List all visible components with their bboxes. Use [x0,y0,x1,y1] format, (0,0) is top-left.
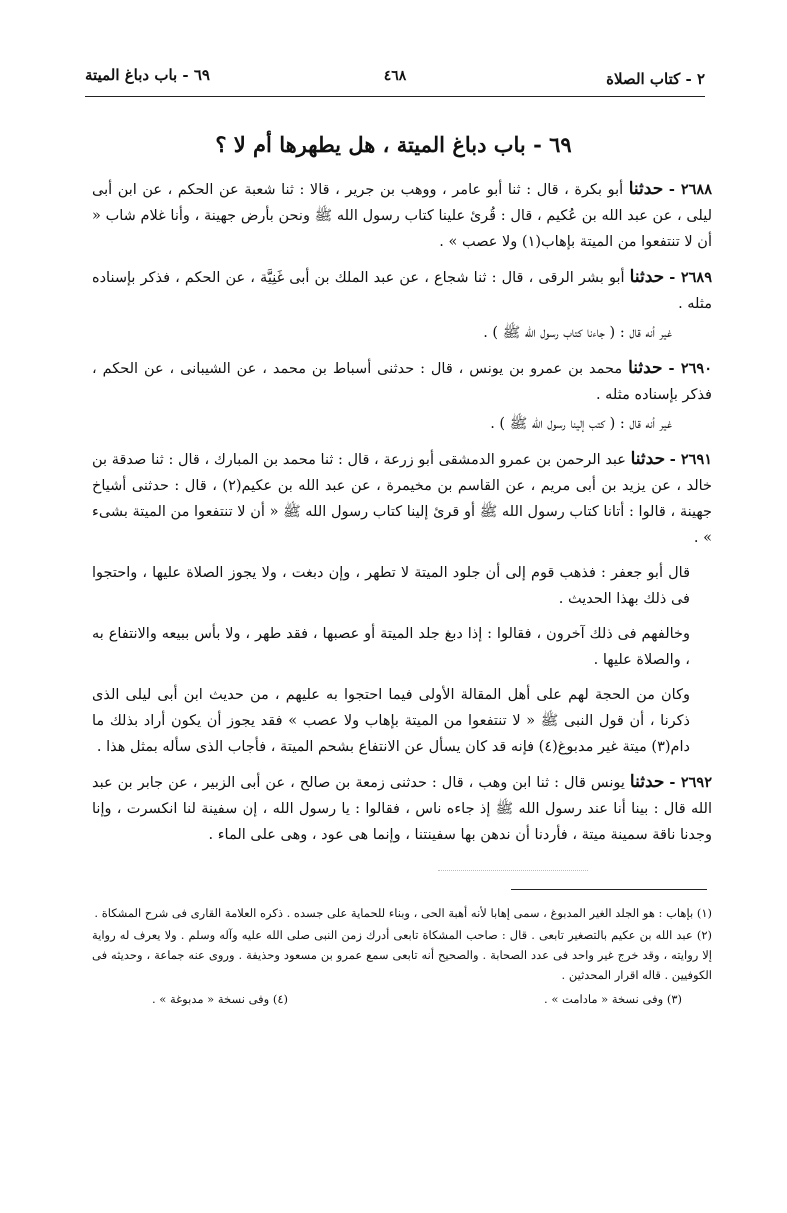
divider-dots [438,870,588,871]
paragraph-text: عبد الرحمن بن عمرو الدمشقى أبو زرعة ، قال : ثنا محمد بن المبارك ، قال : ثنا صدقة بن خالد ، عن يزيد بن أبى مريم ، عن القاسم بن مخيمرة ، عن عبد الله بن عكيم(٢) ، قال : حدثنى أشياخ جهينة ، قالوا : أتانا كتاب رسول الله ﷺ أو قرئ إلينا كتاب رسول الله ﷺ « أن لا تنتفعوا من الميتة بشىء » . [92,452,712,546]
paragraph-text: وخالفهم فى ذلك آخرون ، فقالوا : إذا دبغ جلد الميتة أو عصبها ، فقد طهر ، ولا بأس ببيعه والانتفاع به ، والصلاة عليها . [92,626,690,668]
footnote-row [92,989,712,1009]
paragraph [92,560,712,612]
header-book-title: ٢ - كتاب الصلاة [606,70,705,88]
paragraph [92,176,712,255]
paragraph [92,769,712,848]
haddatha-word: حدثنا [629,267,665,287]
variant-note: غير أنه قال : ( جاءنا كتاب رسول الله ﷺ ) . [483,325,672,341]
running-header [85,62,705,97]
paragraph [92,621,712,673]
haddatha-word: حدثنا [628,358,663,378]
paragraph-text: محمد بن عمرو بن يونس ، قال : حدثنى أسباط بن محمد ، عن الشيبانى ، عن الحكم ، فذكر بإسناده مثله . [92,361,712,403]
footnote-4: (٤) وفى نسخة « مدبوغة » . [152,992,289,1006]
haddatha-word: حدثنا [630,449,666,469]
footnote-rule [511,889,707,890]
footnote-1: (١) بإهاب : هو الجلد الغير المدبوغ ، سمى إهابا لأنه أهبة الحى ، وبناء للحماية على جسده . ذكره العلامة القارى فى شرح المشكاة . [94,906,712,920]
haddatha-word: حدثنا [628,179,664,199]
paragraph-text: قال أبو جعفر : فذهب قوم إلى أن جلود الميتة لا تطهر ، وإن دبغت ، ولا يجوز الصلاة عليها ، واحتجوا فى ذلك بهذا الحديث . [92,565,690,607]
chapter-title: ٦٩ - باب دباغ الميتة ، هل يطهرها أم لا ؟ [215,132,572,157]
paragraph [92,264,712,317]
footnote-2: (٢) عبد الله بن عكيم بالتصغير تابعى . قال : صاحب المشكاة تابعى أدرك زمن النبى صلى الله عليه وآله وسلم . ولا يعرف له رواية إلا روايته ، وقد خرج غير واحد فى عدد الصحابة . والصحيح أنه تابعى سمع عمرو بن مسعود وحذيفة . وروى عنه جماعة ، وحديثه فى الكوفيين . قاله اقرار المحدثين . [92,928,712,982]
footnotes [92,903,712,1009]
hadith-number: ٢٦٩١ - [669,451,713,468]
paragraph-text: أبو بكرة ، قال : ثنا أبو عامر ، ووهب بن جرير ، قالا : ثنا شعبة عن الحكم ، عن ابن أبى ليلى ، عن عبد الله بن عُكيم ، قال : قُرئ علينا كتاب رسول الله ﷺ ونحن بأرض جهينة ، وأنا غلام شاب « أن لا تنتفعوا من الميتة بإهاب(١) ولا عصب » . [92,182,712,250]
hadith-number: ٢٦٨٨ - [668,181,712,198]
paragraph [92,355,712,408]
variant-note: غير أنه قال : ( كتب إلينا رسول الله ﷺ ) . [490,416,672,432]
paragraph-text: يونس قال : ثنا ابن وهب ، قال : حدثنى زمعة بن صالح ، عن أبى الزبير ، عن جابر بن عبد الله قال : بينا أنا عند رسول الله ﷺ إذ جاءه ناس ، فقالوا : يا رسول الله ، إن سفينة لنا انكسرت ، وإنا وجدنا ناقة سمينة ميتة ، فأردنا أن ندهن بها سفينتنا ، وإنما هى عود ، وهى على الماء . [92,775,712,843]
haddatha-word: حدثنا [629,772,665,792]
paragraph [92,682,712,760]
paragraph-text: وكان من الحجة لهم على أهل المقالة الأولى فيما احتجوا به عليهم ، من حديث ابن أبى ليلى الذى ذكرنا ، أن قول النبى ﷺ « لا تنتفعوا من الميتة بإهاب ولا عصب » فقد يجوز أن يكون أراد بذلك ما دام(٣) ميتة غير مدبوغ(٤) فإنه قد كان يسأل عن الانتفاع بشحم الميتة ، فأجاب الذى سأله بمثل هذا . [92,687,690,755]
main-text [92,176,712,857]
paragraph [92,446,712,551]
paragraph-text: أبو بشر الرقى ، قال : ثنا شجاع ، عن عبد الملك بن أبى غَنِيَّة ، عن الحكم ، فذكر بإسناده مثله . [92,270,712,312]
hadith-number: ٢٦٩٠ - [668,360,712,377]
hadith-number: ٢٦٩٢ - [669,774,713,791]
header-chapter-title: ٦٩ - باب دباغ الميتة [85,66,210,84]
footnote-3: (٣) وفى نسخة « مادامت » . [544,992,682,1006]
hadith-number: ٢٦٨٩ - [669,269,712,286]
page-number: ٤٦٨ [383,68,407,84]
